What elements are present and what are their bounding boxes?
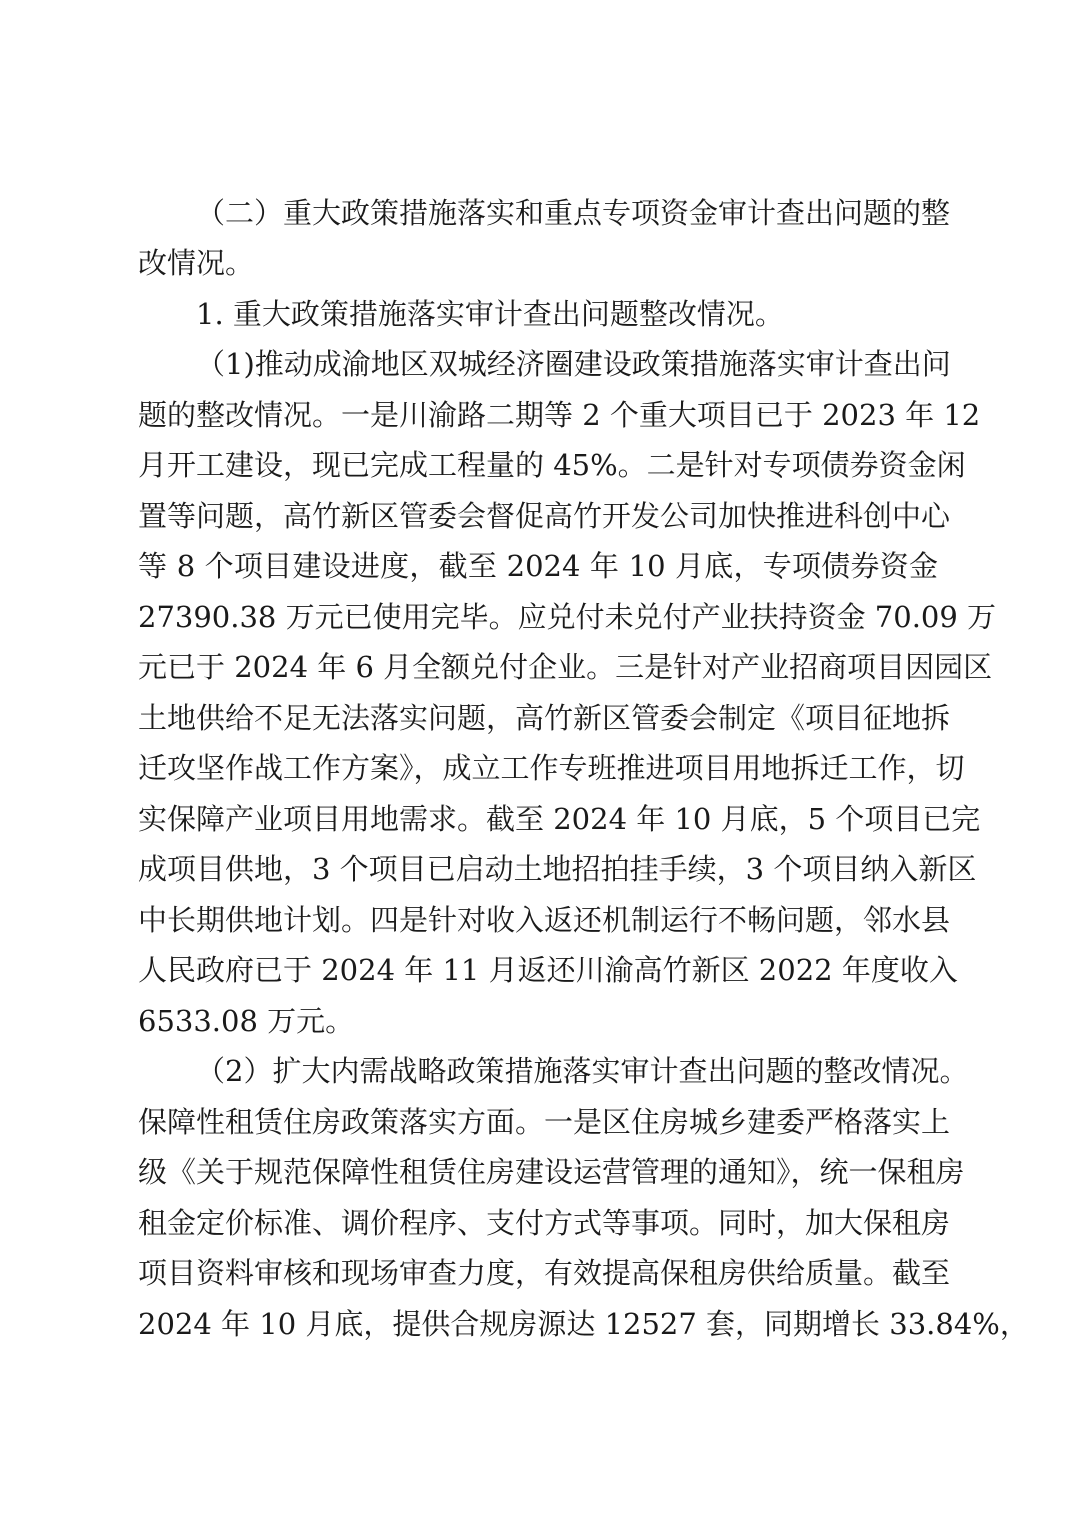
paragraph-line: 元已于 2024 年 6 月全额兑付企业。三是针对产业招商项目因园区 bbox=[138, 650, 993, 684]
subsection-heading: 1. 重大政策措施落实审计查出问题整改情况。 bbox=[196, 297, 784, 331]
paragraph-line: 项目资料审核和现场审查力度，有效提高保租房供给质量。截至 bbox=[138, 1256, 951, 1290]
paragraph-line: 中长期供地计划。四是针对收入返还机制运行不畅问题，邻水县 bbox=[138, 903, 951, 937]
paragraph-line: 租金定价标准、调价程序、支付方式等事项。同时，加大保租房 bbox=[138, 1206, 951, 1240]
paragraph-line: 置等问题，高竹新区管委会督促高竹开发公司加快推进科创中心 bbox=[138, 499, 951, 533]
paragraph-line: 保障性租赁住房政策落实方面。一是区住房城乡建委严格落实上 bbox=[138, 1105, 951, 1139]
paragraph-line: 27390.38 万元已使用完毕。应兑付未兑付产业扶持资金 70.09 万 bbox=[138, 600, 997, 634]
paragraph-line: 人民政府已于 2024 年 11 月返还川渝高竹新区 2022 年度收入 bbox=[138, 953, 958, 987]
paragraph-line: 月开工建设，现已完成工程量的 45%。二是针对专项债券资金闲 bbox=[138, 448, 966, 482]
paragraph-line: 级《关于规范保障性租赁住房建设运营管理的通知》，统一保租房 bbox=[138, 1155, 965, 1189]
paragraph-line: 实保障产业项目用地需求。截至 2024 年 10 月底，5 个项目已完 bbox=[138, 802, 981, 836]
paragraph-line-last: 6533.08 万元。 bbox=[138, 1004, 355, 1038]
section-heading-line-1: （二）重大政策措施落实和重点专项资金审计查出问题的整 bbox=[196, 196, 951, 230]
paragraph-line: 等 8 个项目建设进度，截至 2024 年 10 月底，专项债券资金 bbox=[138, 549, 938, 583]
paragraph-line: 2024 年 10 月底，提供合规房源达 12527 套，同期增长 33.84%， bbox=[138, 1307, 1029, 1341]
paragraph-line: 土地供给不足无法落实问题，高竹新区管委会制定《项目征地拆 bbox=[138, 701, 951, 735]
paragraph-line: 题的整改情况。一是川渝路二期等 2 个重大项目已于 2023 年 12 bbox=[138, 398, 981, 432]
paragraph-line: 成项目供地，3 个项目已启动土地招拍挂手续，3 个项目纳入新区 bbox=[138, 852, 977, 886]
paragraph-line: 迁攻坚作战工作方案》，成立工作专班推进项目用地拆迁工作，切 bbox=[138, 751, 965, 785]
section-heading-line-2: 改情况。 bbox=[138, 246, 255, 280]
paragraph-line: （1)推动成渝地区双城经济圈建设政策措施落实审计查出问 bbox=[196, 347, 951, 381]
paragraph-line: （2）扩大内需战略政策措施落实审计查出问题的整改情况。 bbox=[196, 1054, 969, 1088]
